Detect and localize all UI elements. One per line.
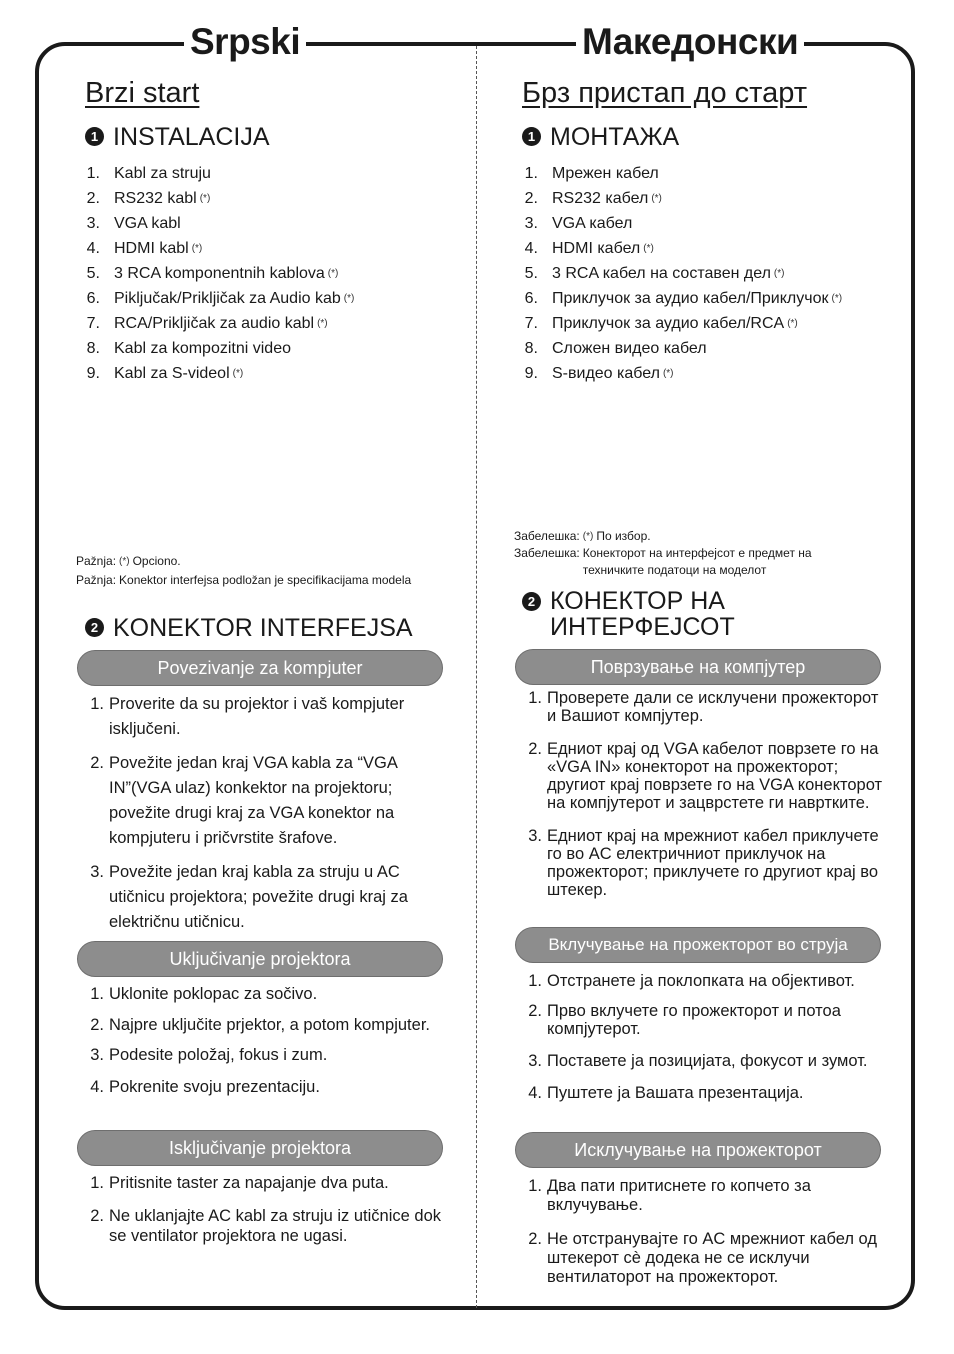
- quick-start-title: Брз пристап до старт: [522, 77, 808, 109]
- list-item: 4. HDMI кабел (*): [524, 240, 654, 257]
- steps-list: [508, 972, 883, 1102]
- note: Pažnja: Konektor interfejsa podložan je specifikacijama modela: [76, 573, 412, 587]
- quick-start-title: Brzi start: [85, 77, 200, 109]
- language-title-serbian: Srpski: [184, 20, 306, 64]
- list-item: 2. Не отстранувајте го AC мрежниот кабел од штекерот сè додека не се исклучи вентилаторот на прожекторот.: [528, 1230, 877, 1286]
- note: Забелешка: (*) По избор.: [514, 529, 651, 543]
- section-header-computer-connect: Поврзување на компјутер: [515, 649, 881, 685]
- section-header-power-off: Isključivanje projektora: [77, 1130, 443, 1166]
- installation-title: INSTALACIJA: [113, 123, 270, 151]
- list-item: 4. Pokrenite svoju prezentaciju.: [90, 1078, 320, 1096]
- list-item: 1. Uklonite poklopac za sočivo.: [90, 985, 318, 1003]
- list-item: 8. Сложен видео кабел: [524, 340, 707, 357]
- list-item: 2. Едниот крај од VGA кабелот поврзете го на «VGA IN» конекторот на прожекторот; другиот крај поврзете го на VGA конекторот на компјутерот и зацврстете ги навртките.: [528, 740, 883, 812]
- list-item: 3. VGA кабел: [524, 215, 633, 232]
- language-title-macedonian: Македонски: [576, 20, 804, 64]
- interface-heading: [85, 614, 413, 642]
- interface-heading: [522, 588, 802, 640]
- steps-list: [70, 984, 445, 1097]
- list-item: 1. Proverite da su projektor i vaš kompjuter isključeni.: [90, 695, 405, 738]
- list-item: 2. Najpre uključite prjektor, a potom kompjuter.: [90, 1016, 430, 1034]
- list-item: 2. RS232 кабел (*): [524, 190, 662, 207]
- number-two-icon: 2: [85, 618, 104, 637]
- section-header-power-on: Вклучување на прожекторот во струја: [515, 927, 881, 963]
- list-item: 1. Kabl za struju: [86, 165, 211, 182]
- notes-block: [514, 528, 864, 579]
- interface-title: KONEKTOR INTERFEJSA: [113, 614, 413, 642]
- cable-list: [70, 161, 354, 386]
- list-item: 9. Kabl za S-videol (*): [86, 365, 244, 382]
- installation-heading: [522, 123, 679, 151]
- steps-list: [508, 689, 883, 899]
- installation-title: МОНТАЖА: [550, 123, 680, 151]
- list-item: 7. RCA/Prikljičak za audio kabl (*): [86, 315, 328, 332]
- number-one-icon: 1: [85, 127, 104, 146]
- list-item: 2. RS232 kabl (*): [86, 190, 211, 207]
- steps-list: [508, 1177, 883, 1287]
- list-item: 6. Piključak/Prikljičak za Audio kab (*): [86, 290, 355, 307]
- list-item: 4. Пуштете ја Вашата презентација.: [528, 1084, 804, 1102]
- cable-list: [508, 161, 842, 386]
- list-item: 3. VGA kabl: [86, 215, 181, 232]
- interface-title: КОНЕКТОР НА ИНТЕРФЕЈСОТ: [550, 587, 735, 641]
- column-divider: [476, 46, 477, 1308]
- list-item: 7. Приклучок за аудио кабел/RCA (*): [524, 315, 798, 332]
- list-item: 1. Два пати притиснете го копчето за вклучување.: [528, 1177, 811, 1214]
- installation-heading: [85, 123, 270, 151]
- list-item: 8. Kabl za kompozitni video: [86, 340, 291, 357]
- steps-list: [70, 692, 445, 935]
- list-item: 4. HDMI kabl (*): [86, 240, 203, 257]
- list-item: 5. 3 RCA кабел на составен дел (*): [524, 265, 785, 282]
- list-item: 1. Мрежен кабел: [524, 165, 659, 182]
- notes-block: [76, 553, 446, 589]
- list-item: 1. Отстранете ја поклопката на објективот.: [528, 972, 855, 990]
- list-item: 6. Приклучок за аудио кабел/Приклучок (*): [524, 290, 843, 307]
- list-item: 1. Проверете дали се исклучени прожекторот и Вашиот компјутер.: [528, 689, 879, 725]
- note: Забелешка: Конекторот на интерфејсот е предмет на техничките податоци на моделот: [514, 546, 812, 577]
- list-item: 1. Pritisnite taster za napajanje dva puta.: [90, 1174, 389, 1192]
- steps-list: [70, 1173, 445, 1246]
- list-item: 3. Поставете ја позицијата, фокусот и зумот.: [528, 1052, 868, 1070]
- note: Pažnja: (*) Opciono.: [76, 554, 181, 568]
- number-two-icon: 2: [522, 592, 541, 611]
- list-item: 3. Едниот крај на мрежниот кабел приклучете го во AC електричниот приклучок на прожекторот; приклучете го другиот крај во штекер.: [528, 827, 879, 899]
- list-item: 2. Ne uklanjajte AC kabl za struju iz utičnice dok se ventilator projektora ne ugasi.: [90, 1207, 441, 1245]
- list-item: 3. Podesite položaj, fokus i zum.: [90, 1046, 328, 1064]
- section-header-power-off: Исклучување на прожекторот: [515, 1132, 881, 1168]
- number-one-icon: 1: [522, 127, 541, 146]
- list-item: 9. S-видео кабел (*): [524, 365, 674, 382]
- list-item: 2. Прво вклучете го прожекторот и потоа компјутерот.: [528, 1002, 841, 1038]
- section-header-power-on: Uključivanje projektora: [77, 941, 443, 977]
- list-item: 2. Povežite jedan kraj VGA kabla za “VGA IN”(VGA ulaz) konkektor na projektoru; povežite drugi kraj za VGA konektor na kompjuteru i pričvrstite šrafove.: [90, 754, 397, 847]
- list-item: 5. 3 RCA komponentnih kablova (*): [86, 265, 339, 282]
- list-item: 3. Povežite jedan kraj kabla za struju u AC utičnicu projektora; povežite drugi kraj za električnu utičnicu.: [90, 863, 408, 931]
- section-header-computer-connect: Povezivanje za kompjuter: [77, 650, 443, 686]
